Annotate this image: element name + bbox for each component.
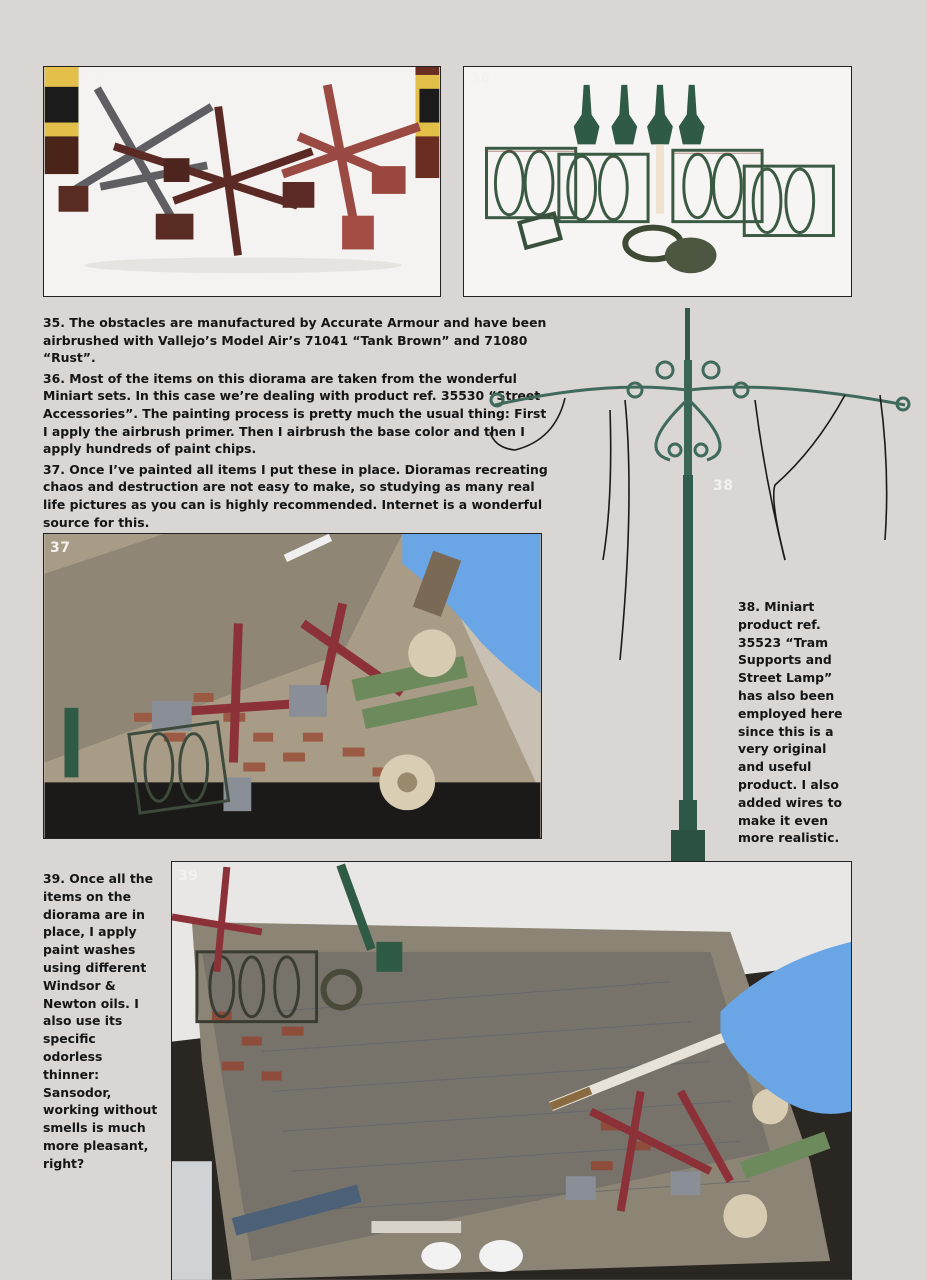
caption-39: 39. Once all the items on the diorama are in place, I apply paint washes using different Windsor & Newton oils. I also use its specific odorless thinner: Sansodor, working without smells is much more pleasant, right? bbox=[43, 871, 158, 1171]
photo-number-36: 36 bbox=[470, 71, 491, 87]
diorama-items-illustration bbox=[44, 534, 541, 838]
photo-number-39: 39 bbox=[178, 868, 199, 884]
caption-38: 38. Miniart product ref. 35523 “Tram Supports and Street Lamp” has also been employed here since this is a very original and useful product. I also added wires to make it even more realistic. bbox=[738, 599, 843, 846]
photo-number-37: 37 bbox=[50, 540, 71, 556]
photo-36-street-accessories bbox=[463, 66, 852, 297]
obstacles-illustration bbox=[44, 67, 440, 296]
street-accessories-illustration bbox=[464, 67, 851, 296]
photo-number-35: 35 bbox=[80, 71, 101, 87]
photo-39-paint-washes bbox=[171, 861, 852, 1280]
photo-35-obstacles bbox=[43, 66, 441, 297]
caption-35: 35. The obstacles are manufactured by Accurate Armour and have been airbrushed with Vallejo’s Model Air’s 71041 “Tank Brown” and 71080 “Rust”. bbox=[43, 315, 547, 366]
diorama-washes-illustration bbox=[172, 862, 851, 1280]
captions-block-35-37 bbox=[43, 314, 548, 534]
caption-37: 37. Once I’ve painted all items I put these in place. Dioramas recreating chaos and destruction are not easy to make, so studying as many real life pictures as you can is highly recommended. Internet is a wonderful source for this. bbox=[43, 461, 548, 530]
photo-37-items-in-place bbox=[43, 533, 542, 839]
photo-number-38: 38 bbox=[713, 478, 734, 494]
caption-36: 36. Most of the items on this diorama are taken from the wonderful Miniart sets. In this case we’re dealing with product ref. 35530 “Street Accessories”. The painting process is pretty much the usual thing: First I apply the airbrush primer. Then I airbrush the base color and then I apply hundreds of paint chips. bbox=[43, 370, 547, 457]
